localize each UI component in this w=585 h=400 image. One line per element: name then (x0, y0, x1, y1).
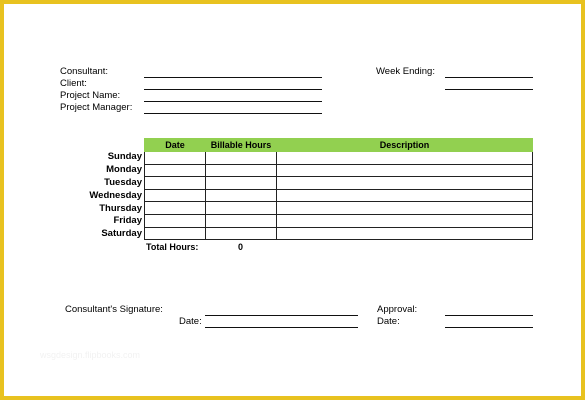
hours-cell[interactable] (206, 214, 277, 227)
table-row (145, 177, 533, 190)
total-hours-value: 0 (238, 242, 244, 252)
hours-cell[interactable] (206, 152, 277, 165)
day-label-thursday: Thursday (99, 203, 142, 214)
column-header-description: Description (277, 139, 533, 152)
date-right-field[interactable] (445, 327, 533, 328)
date-cell[interactable] (145, 214, 206, 227)
description-cell[interactable] (277, 177, 533, 190)
consultant-label: Consultant: (60, 66, 109, 77)
date-left-field[interactable] (205, 327, 358, 328)
watermark-text: wsgdesign.flipbooks.com (40, 350, 141, 360)
client-field[interactable] (144, 89, 322, 90)
table-row (145, 202, 533, 215)
column-header-billable-hours: Billable Hours (206, 139, 277, 152)
description-cell[interactable] (277, 202, 533, 215)
total-hours-label: Total Hours: (146, 242, 199, 252)
description-cell[interactable] (277, 214, 533, 227)
client-label: Client: (60, 78, 87, 89)
hours-cell[interactable] (206, 164, 277, 177)
week-ending-field[interactable] (445, 77, 533, 78)
date-cell[interactable] (145, 202, 206, 215)
table-header-row (145, 139, 533, 152)
project-manager-label: Project Manager: (60, 102, 133, 113)
week-ending-field-2[interactable] (445, 89, 533, 90)
consultant-field[interactable] (144, 77, 322, 78)
table-row (145, 189, 533, 202)
approval-label: Approval: (377, 304, 418, 315)
table-row (145, 152, 533, 165)
date-cell[interactable] (145, 152, 206, 165)
date-cell[interactable] (145, 164, 206, 177)
table-row (145, 164, 533, 177)
day-label-saturday: Saturday (101, 228, 142, 239)
description-cell[interactable] (277, 152, 533, 165)
project-manager-field[interactable] (144, 113, 322, 114)
date-left-label: Date: (179, 316, 202, 327)
hours-cell[interactable] (206, 177, 277, 190)
date-cell[interactable] (145, 177, 206, 190)
day-label-monday: Monday (106, 164, 142, 175)
project-name-field[interactable] (144, 101, 322, 102)
hours-cell[interactable] (206, 227, 277, 240)
description-cell[interactable] (277, 189, 533, 202)
date-cell[interactable] (145, 227, 206, 240)
day-label-friday: Friday (113, 215, 142, 226)
hours-cell[interactable] (206, 189, 277, 202)
week-ending-label: Week Ending: (376, 66, 435, 77)
table-row (145, 214, 533, 227)
day-label-sunday: Sunday (107, 151, 142, 162)
consultant-signature-label: Consultant's Signature: (65, 304, 163, 315)
description-cell[interactable] (277, 164, 533, 177)
project-name-label: Project Name: (60, 90, 121, 101)
timesheet-table (144, 138, 533, 240)
date-right-label: Date: (377, 316, 400, 327)
approval-field[interactable] (445, 315, 533, 316)
table-row (145, 227, 533, 240)
consultant-signature-field[interactable] (205, 315, 358, 316)
description-cell[interactable] (277, 227, 533, 240)
day-label-wednesday: Wednesday (89, 190, 142, 201)
hours-cell[interactable] (206, 202, 277, 215)
day-label-tuesday: Tuesday (104, 177, 142, 188)
column-header-date: Date (145, 139, 206, 152)
date-cell[interactable] (145, 189, 206, 202)
